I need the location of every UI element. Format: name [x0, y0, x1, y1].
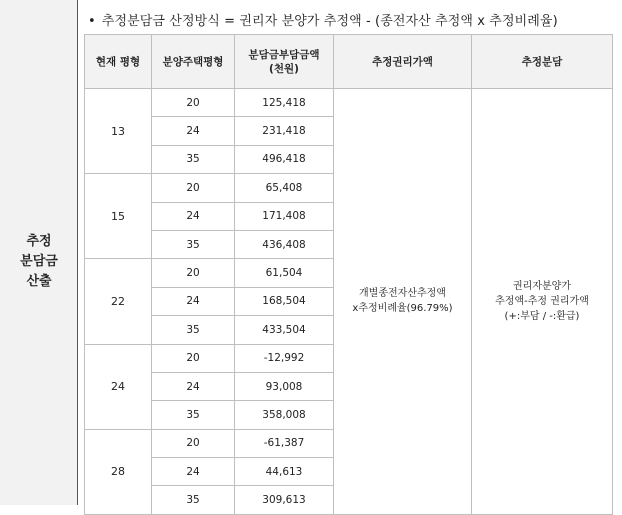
amount-cell: 433,504 [235, 316, 334, 344]
amount-cell: 496,418 [235, 145, 334, 173]
bullet-icon: • [88, 14, 96, 29]
sidebar-label [0, 232, 78, 292]
housing-size-cell: 35 [152, 145, 235, 173]
housing-size-cell: 20 [152, 429, 235, 457]
header-current-pyeong: 현재 평형 [85, 35, 152, 89]
share-note-line2: 추정액-추정 권리가액 [495, 295, 589, 307]
amount-cell: 309,613 [235, 486, 334, 514]
housing-size-cell: 20 [152, 89, 235, 117]
header-estimated-share: 추정분담 [472, 35, 613, 89]
header-housing-pyeong: 분양주택평형 [152, 35, 235, 89]
housing-size-cell: 24 [152, 202, 235, 230]
contribution-table [84, 34, 613, 515]
table-row [85, 89, 613, 117]
housing-size-cell: 20 [152, 259, 235, 287]
housing-size-cell: 24 [152, 372, 235, 400]
amount-cell: 231,418 [235, 117, 334, 145]
housing-size-cell: 24 [152, 287, 235, 315]
current-pyeong-cell: 15 [85, 174, 152, 259]
housing-size-cell: 35 [152, 486, 235, 514]
amount-cell: 93,008 [235, 372, 334, 400]
housing-size-cell: 20 [152, 344, 235, 372]
header-amount-line2: (천원) [269, 62, 299, 75]
current-pyeong-cell: 28 [85, 429, 152, 514]
housing-size-cell: 24 [152, 117, 235, 145]
amount-cell: 65,408 [235, 174, 334, 202]
rights-value-cell [334, 89, 472, 515]
housing-size-cell: 35 [152, 230, 235, 258]
housing-size-cell: 20 [152, 174, 235, 202]
sidebar [0, 0, 78, 505]
amount-cell: -61,387 [235, 429, 334, 457]
amount-cell: 436,408 [235, 230, 334, 258]
housing-size-cell: 35 [152, 401, 235, 429]
share-note-line1: 권리자분양가 [513, 280, 571, 292]
amount-cell: 171,408 [235, 202, 334, 230]
housing-size-cell: 24 [152, 458, 235, 486]
amount-cell: 61,504 [235, 259, 334, 287]
current-pyeong-cell: 13 [85, 89, 152, 174]
amount-cell: 168,504 [235, 287, 334, 315]
rights-note-line1: 개별종전자산추정액 [359, 288, 446, 300]
amount-cell: -12,992 [235, 344, 334, 372]
header-amount [235, 35, 334, 89]
formula-line [88, 10, 558, 29]
header-rights-value: 추정권리가액 [334, 35, 472, 89]
sidebar-label-line3: 산출 [26, 274, 52, 289]
amount-cell: 125,418 [235, 89, 334, 117]
sidebar-label-line1: 추정 [26, 234, 52, 249]
estimated-share-cell [472, 89, 613, 515]
share-note-line3: (+:부담 / -:환급) [504, 310, 580, 322]
rights-note-line2: x추정비례율(96.79%) [352, 303, 453, 315]
amount-cell: 358,008 [235, 401, 334, 429]
housing-size-cell: 35 [152, 316, 235, 344]
amount-cell: 44,613 [235, 458, 334, 486]
table-header-row [85, 35, 613, 89]
formula-text: 추정분담금 산정방식 = 권리자 분양가 추정액 - (종전자산 추정액 x 추정비례율) [101, 14, 558, 29]
sidebar-label-line2: 분담금 [20, 254, 58, 269]
current-pyeong-cell: 22 [85, 259, 152, 344]
header-amount-line1: 분담금부담금액 [248, 48, 320, 61]
current-pyeong-cell: 24 [85, 344, 152, 429]
